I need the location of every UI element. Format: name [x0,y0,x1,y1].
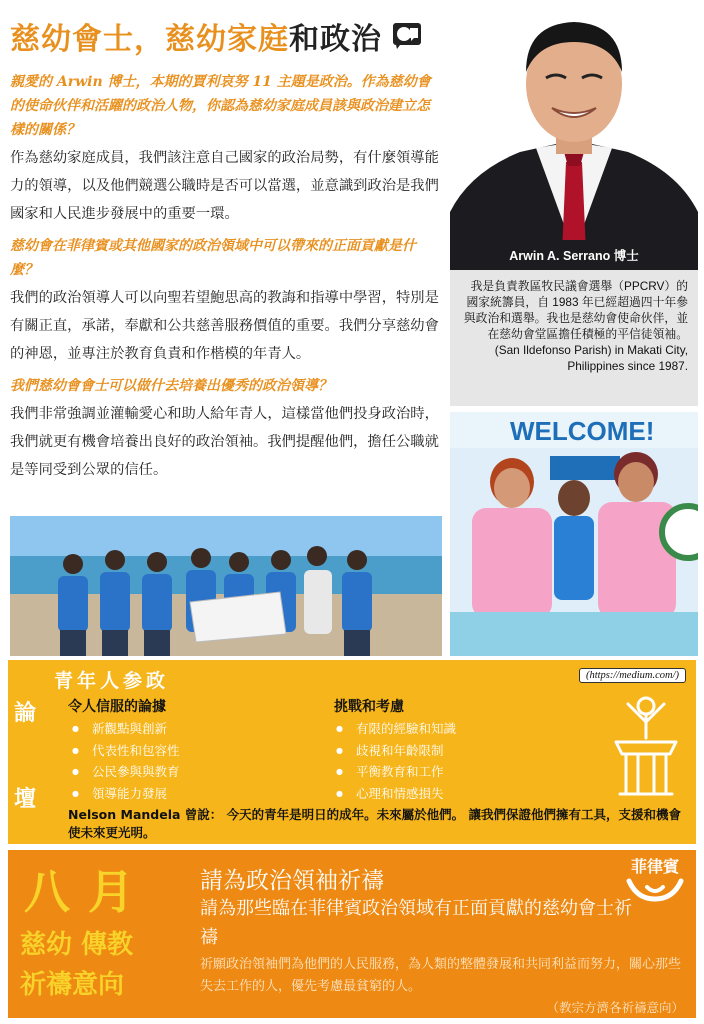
arguments-list [70,718,180,804]
welcome-banner: WELCOME! [510,416,655,446]
prayer-body: 祈願政治領袖們為他們的人民服務，為人類的整體發展和共同利益而努力，關心那些失去工作的人，優先考慮最貧窮的人。 [200,957,682,994]
forum-title: 青年人参政 [54,670,170,692]
list-item: ● 歧視和年齡限制 [334,740,456,762]
forum-side-label-top: 論 [14,700,37,726]
philippines-logo [624,854,686,907]
mandela-quote: Nelson Mandela 曾說： 今天的青年是明日的成年。未來屬於他們。 讓我們保證他們擁有工具，支援和機會使未來更光明。 [68,807,681,840]
youth-politics-forum [8,660,696,844]
arguments-heading: 令人信服的論據 [68,699,166,715]
title-rest: 和政治 [289,22,382,57]
interview-answer: 作為慈幼家庭成員，我們該注意自己國家的政治局勢，有什麼領導能力的領導，以及他們競選公職時是否可以當選，並意識到政治是我們國家和人民進步發展中的重要一環。 [10,150,439,222]
forum-source: (https://medium.com/) [579,668,686,683]
list-item: ● 有限的經驗和知識 [334,718,456,740]
interview-article [10,70,442,490]
prayer-title: 請為政治領袖祈禱 [200,868,384,894]
philippines-logo-text: 菲律賓 [630,857,679,876]
page-title [10,14,422,58]
chat-bubble-icon [392,22,422,50]
prayer-source: （教宗方濟各祈禱意向） [546,1000,684,1015]
prayer-subtitle: 請為那些臨在菲律賓政治領域有正面貢獻的慈幼會士祈禱 [200,898,632,948]
portrait-photo [450,12,698,270]
youth-group-illustration [10,516,442,656]
interview-question: 慈幼會在菲律賓或其他國家的政治領域中可以帶來的正面貢獻是什麼？ [10,238,416,278]
podium-speaker-icon [606,694,686,798]
forum-side-label-bottom: 壇 [14,786,37,812]
challenges-heading: 挑戰和考慮 [334,699,404,715]
interview-answer: 我們非常強調並灌輸愛心和助人給年青人，這樣當他們投身政治時，我們就更有機會培養出良好的政治領袖。我們提醒他們，擔任公職就是等同受到公眾的信任。 [10,406,439,478]
welcome-event-illustration [450,412,698,656]
challenges-list [334,718,456,804]
bio-box [450,270,698,406]
qa-block [10,374,442,484]
bio-text-chinese: 我是負責教區牧民議會選舉（PPCRV）的國家統籌員，自 1983 年已經超過四十年參與政治和選舉。我也是慈幼會使命伙伴，並在慈幼會堂區擔任積極的平信徒領袖。 [463,279,688,341]
list-item: ● 公民參與與教育 [70,761,180,783]
list-item: ● 心理和情感損失 [334,783,456,805]
prayer-month: 八月 [24,865,152,919]
qa-block [10,70,442,228]
bio-text-english: (San Ildefonso Parish) in Makati City, Philippines since 1987. [494,343,688,373]
prayer-intention-section [8,850,696,1018]
interview-question: 我們慈幼會會士可以做什去培養出優秀的政治領導？ [10,378,332,394]
youth-group-photo [10,516,442,656]
list-item: ● 代表性和包容性 [70,740,180,762]
interview-question: 親愛的 Arwin 博士，本期的賈利哀努 11 主題是政治。作為慈幼會的使命伙伴和活躍的政治人物，你認為慈幼家庭成員該與政治建立怎樣的關係？ [10,74,431,138]
welcome-event-photo [450,412,698,656]
portrait-caption: Arwin A. Serrano 博士 [509,249,639,263]
list-item: ● 新觀點與創新 [70,718,180,740]
hands-icon [625,877,685,903]
title-highlight: 慈幼會士，慈幼家庭 [10,22,289,57]
interview-answer: 我們的政治領導人可以向聖若望鮑思高的教誨和指導中學習，特別是有關正直，承諾，奉獻和公共慈善服務價值的重要。我們分享慈幼會的神恩，並專注於教育負責和作楷模的年青人。 [10,290,439,362]
prayer-label-line1: 慈幼 傳教 [20,930,134,960]
qa-block [10,234,442,368]
portrait-illustration [450,12,698,270]
list-item: ● 領導能力發展 [70,783,180,805]
list-item: ● 平衡教育和工作 [334,761,456,783]
prayer-label-line2: 祈禱意向 [20,970,125,1000]
